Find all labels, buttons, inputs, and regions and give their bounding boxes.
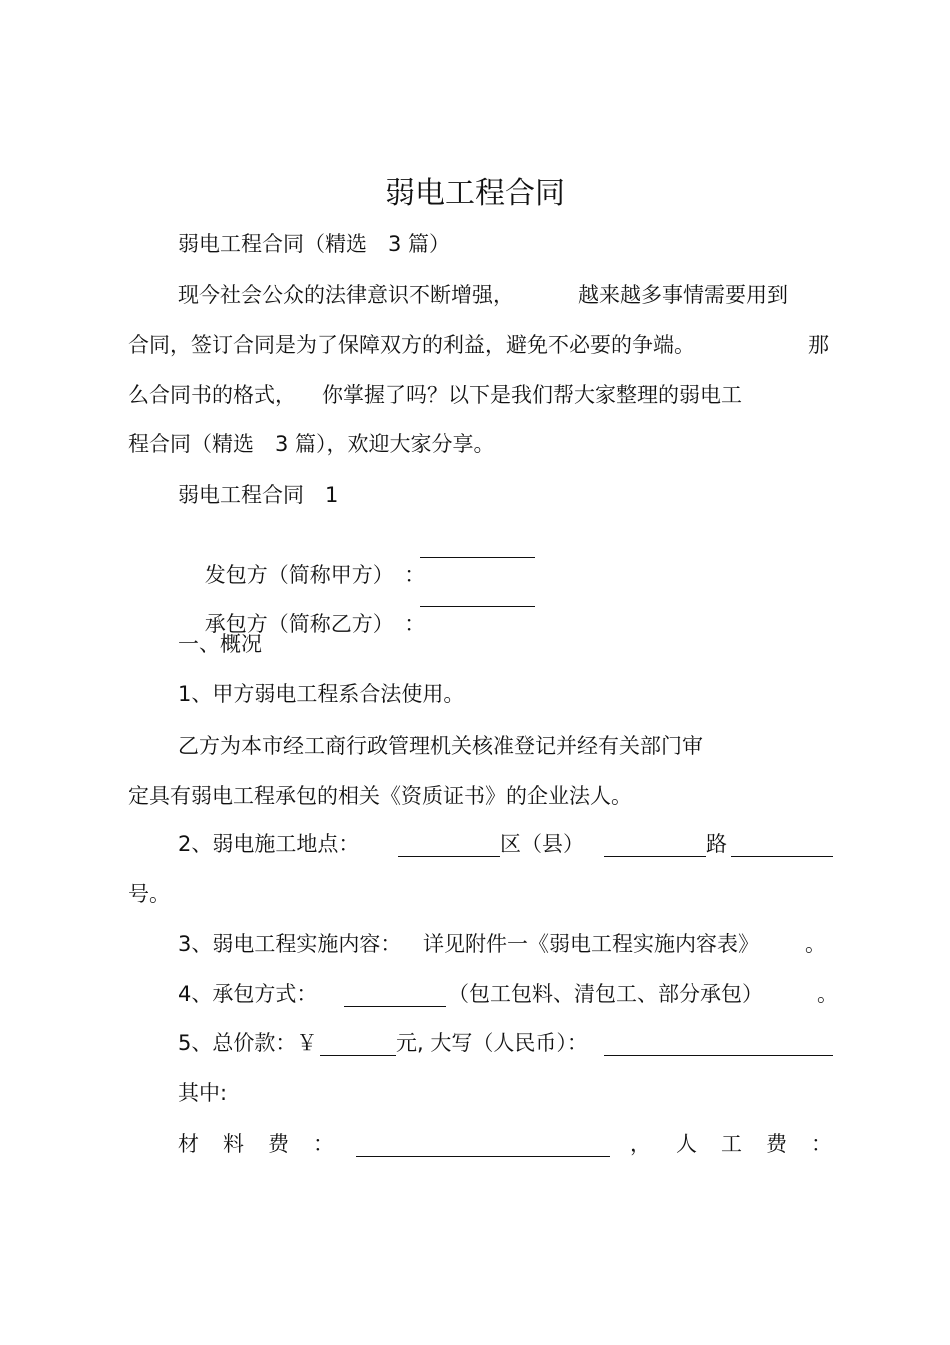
intro-line-1a: 现今社会公众的法律意识不断增强， [178,283,514,307]
intro-line-3b: 你掌握了吗？以下是我们帮大家整理的弱电工 [322,383,742,407]
intro-line-3a: 么合同书的格式， [128,383,296,407]
item-4-label: 4、承包方式： [178,982,318,1006]
item-2-label: 2、弱电施工地点： [178,832,360,856]
intro-line-4: 程合同（精选 3 篇），欢迎大家分享。 [128,432,495,456]
item-3-content: 详见附件一《弱电工程实施内容表》 [423,932,759,956]
item-2-number: 号。 [128,882,170,906]
item-2-road: 路 [706,832,727,856]
item-5-label: 5、总价款：￥ [178,1031,318,1055]
fee-separator: ， [630,1132,651,1156]
number-blank [731,834,833,857]
labor-fee-label: 人工费： [676,1132,856,1156]
item-4-end: 。 [817,982,838,1006]
item-3-label: 3、弱电工程实施内容： [178,932,402,956]
item-3-end: 。 [805,932,826,956]
material-fee-label: 材料费： [178,1132,358,1156]
document-subtitle: 弱电工程合同（精选 3 篇） [178,232,451,256]
item-2-district: 区（县） [500,832,584,856]
material-fee-blank [356,1134,610,1157]
total-price-words-blank [604,1033,833,1056]
section-1-heading: 一、概况 [178,632,262,656]
party-b-label: 承包方（简称乙方） ： [204,612,426,636]
item-5-unit: 元, 大写（人民币）： [396,1031,588,1055]
intro-line-2a: 合同，签订合同是为了保障双方的利益，避免不必要的争端。 [128,333,695,357]
item-1: 1、甲方弱电工程系合法使用。 [178,682,465,706]
district-blank [398,834,500,857]
intro-line-1b: 越来越多事情需要用到 [578,283,788,307]
total-price-blank [320,1033,396,1056]
intro-line-2b: 那 [808,333,829,357]
item-4-options: （包工包料、清包工、部分承包） [448,982,763,1006]
document-title: 弱电工程合同 [385,176,565,211]
item-1-detail-line-1: 乙方为本市经工商行政管理机关核准登记并经有关部门审 [178,734,703,758]
road-blank [604,834,706,857]
party-a-blank [420,535,535,558]
contract-method-blank [344,984,446,1007]
among-label: 其中: [178,1081,228,1105]
party-b-blank [420,584,535,607]
contract-1-heading: 弱电工程合同 1 [178,483,339,507]
item-1-detail-line-2: 定具有弱电工程承包的相关《资质证书》的企业法人。 [128,784,632,808]
party-a-label: 发包方（简称甲方） ： [204,563,426,587]
